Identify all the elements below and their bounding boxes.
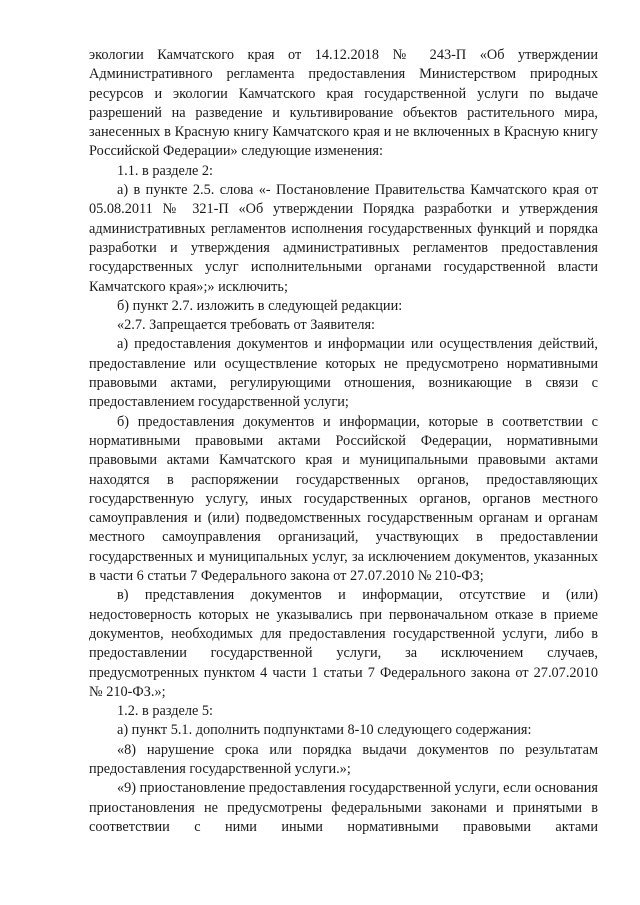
paragraph-section-2-heading: 1.1. в разделе 2: bbox=[117, 162, 214, 179]
paragraph-sub-v: в) представления документов и информации, отсутствие и (или) недостоверность которых не указывались при первоначальном отказе в приеме документов, необходимых для предоставления государственной услуги, либо в предоставлении государственной услуги, за исключением случаев, предусмотренных пунктом 4 части 1 статьи 7 Федерального закона от 27.07.2010 № 210-ФЗ.»; bbox=[89, 587, 598, 700]
paragraph-item-2-7: б) пункт 2.7. изложить в следующей редакции: bbox=[117, 297, 403, 314]
paragraph-sub-b: б) предоставления документов и информации, которые в соответствии с нормативными правовыми актами Российской Федерации, нормативными правовыми актами Камчатского края и муниципальными правовыми актами находятся в распоряжении государственных органов, предоставляющих государственную услугу, иных государственных органов, органов местного самоуправления и (или) подведомственных государственным органам и органам местного самоуправления организаций, участвующих в предоставлении государственных и муниципальных услуг, за исключением документов, указанных в части 6 статьи 7 Федерального закона от 27.07.2010 № 210-ФЗ; bbox=[89, 413, 598, 585]
paragraph-2-7-intro: «2.7. Запрещается требовать от Заявителя: bbox=[117, 317, 376, 334]
paragraph-sub-9: «9) приостановление предоставления государственной услуги, если основания приостановления не предусмотрены федеральными законами и принятыми в соответствии с ними иными нормативными правовыми актами bbox=[89, 780, 598, 835]
paragraph-item-2-5: а) в пункте 2.5. слова «- Постановление Правительства Камчатского края от 05.08.2011 № 321-П «Об утверждении Порядка разработки и утверждения административных регламентов исполнения государственных функций и порядка разработки и утверждения административных регламентов предоставления государственных услуг исполнительными органами государственной власти Камчатского края»;» исключить; bbox=[89, 182, 598, 295]
paragraph-sub-8: «8) нарушение срока или порядка выдачи документов по результатам предоставления государственной услуги.»; bbox=[89, 741, 598, 777]
paragraph-item-5-1: а) пункт 5.1. дополнить подпунктами 8-10 следующего содержания: bbox=[117, 722, 532, 739]
paragraph-section-5-heading: 1.2. в разделе 5: bbox=[117, 703, 214, 720]
paragraph-intro: экологии Камчатского края от 14.12.2018 № 243-П «Об утверждении Административного регламента предоставления Министерством природных ресурсов и экологии Камчатского края государственной услуги по выдаче разрешений на разведение и культивирование объектов растительного мира, занесенных в Красную книгу Камчатского края и не включенных в Красную книгу Российской Федерации» следующие изменения: bbox=[89, 47, 598, 160]
document-body bbox=[89, 46, 598, 837]
paragraph-sub-a: а) предоставления документов и информации или осуществления действий, предоставление или осуществление которых не предусмотрено нормативными правовыми актами, регулирующими отношения, возникающие в связи с предоставлением государственной услуги; bbox=[89, 336, 598, 411]
